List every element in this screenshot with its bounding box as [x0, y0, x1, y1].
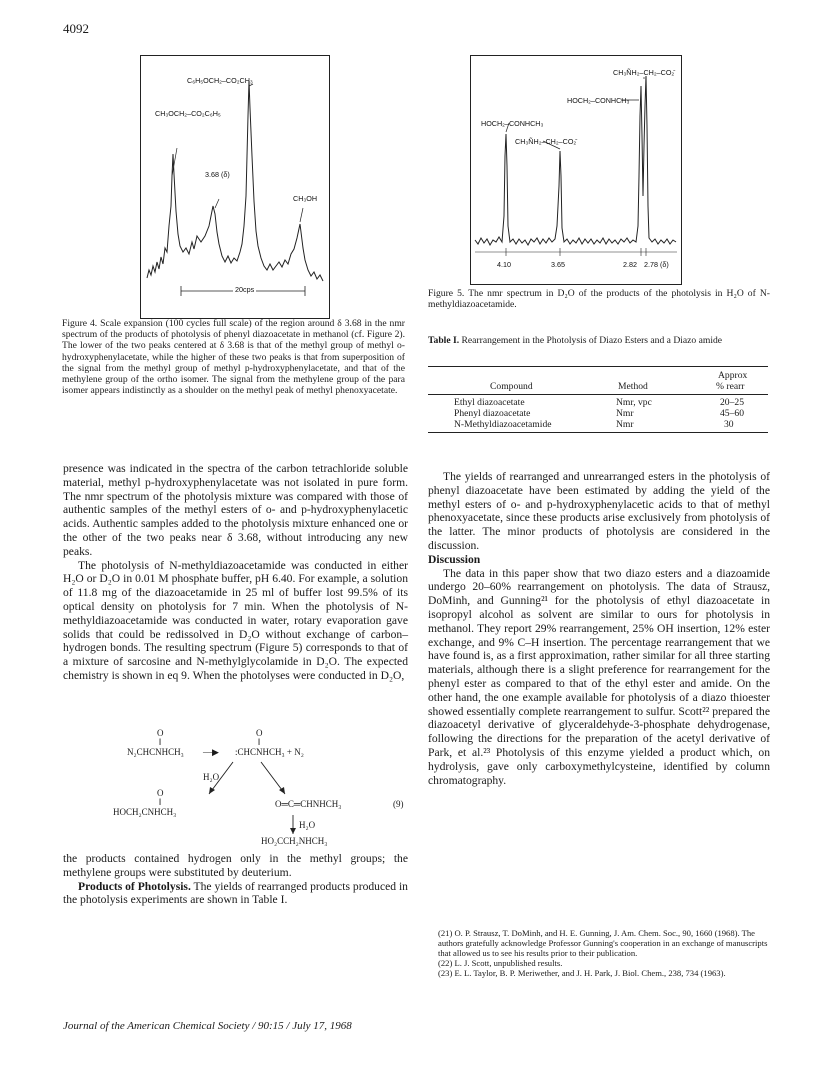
eq-reactant: N₂CHCNHCH₃: [127, 747, 184, 757]
eq-double-bond-3: ‖: [159, 797, 162, 807]
run-in-heading: Products of Photolysis.: [78, 879, 191, 893]
eq-double-bond-1: ‖: [159, 737, 162, 747]
eq-oxygen-1: O: [157, 728, 164, 738]
fig5-xtick-2: 3.65: [551, 260, 565, 269]
fig4-scale-label: 20cps: [235, 285, 255, 294]
fig4-label-top: C₆H₅OCH₂–CO₂CH₃: [187, 76, 253, 85]
table-row: [428, 408, 768, 419]
left-paragraph-2: The photolysis of N-methyldiazoacetamide was conducted in either H₂O or D₂O in 0.01 M phosphate buffer, pH 6.40. For example, a solution of 11.8 mg of the diazoacetamide in 25 ml of buffer lost 99.5% of its optical density on photolysis for 7 min. When the photolysis of N-methyldiazoacetamide was conducted in water, rotary evaporation gave solids that could be redissolved in D₂O without exchange of carbon–hydrogen bonds. The resulting spectrum (Figure 5) corresponds to that of a mixture of sarcosine and N-methylglycolamide in D₂O. The expected chemistry is shown in eq 9. When the photolyses were conducted in D₂O,: [63, 558, 408, 682]
left-paragraph-4: [63, 880, 408, 908]
right-paragraph-1: The yields of rearranged and unrearranged esters in the photolysis of phenyl diazoacetate have been estimated by adding the yield of the methyl esters of o- and p-hydroxyphenylacetic acids to that of methyl phenoxyacetate, since these products arise exclusively from photolysis of the latter. The minor products of photolysis are considered in the discussion.: [428, 470, 770, 552]
figure-4-trace: [141, 56, 329, 318]
fig5-xtick-1: 4.10: [497, 260, 511, 269]
page-number: 4092: [63, 21, 89, 36]
eq-ketene: O═C═CHNHCH₃: [275, 799, 342, 809]
fig5-xtick-3: 2.82: [623, 260, 637, 269]
fig4-label-left: CH₃OCH₂–CO₂C₆H₅: [155, 109, 221, 118]
eq-water-1: H₂O: [203, 772, 220, 782]
table-row: [428, 397, 768, 408]
fig5-label-glycolamide-top: HOCH₂–CONHCH₃: [567, 96, 630, 105]
header-compound: Compound: [490, 381, 533, 392]
eq-arrow: —▶: [203, 747, 219, 757]
references: [428, 928, 770, 978]
cell-method: Nmr: [616, 408, 634, 419]
eq-oxygen-2: O: [256, 728, 263, 738]
left-column: [63, 462, 408, 683]
header-approx: Approx: [718, 370, 748, 381]
cell-compound: Ethyl diazoacetate: [454, 397, 525, 408]
table-header-rule: [428, 394, 768, 395]
right-paragraph-2: The data in this paper show that two diazo esters and a diazoamide undergo 20–60% rearrangement on photolysis. The data of Strausz, DoMinh, and Gunning²¹ for the photolysis of ethyl diazoacetate in isopropyl alcohol as solvent are similar to ours for photolysis in methanol. They report 29% rearrangement, 25% OH insertion, 12% ester exchange, and 9% C–H insertion. The percentage rearrangement that we have found is, as a first approximation, rather similar for all three starting materials, although there is a slight preference for rearrangement for the phenyl ester as compared to that of the ethyl ester and amide. On the other hand, the one example available for photolysis of a diazo thioester showed essentially complete rearrangement to sulfur. Scott²² prepared the diazoacetyl derivative of glyceraldehyde-3-phosphate dehydrogenase, following the directions for the preparation of the acetyl derivative of Park, et al.²³ Photolysis of this enzyme yielded a product which, on hydrolysis, gave only carboxymethylcysteine, identified by column chromatography.: [428, 566, 770, 787]
table-header-row-1: [428, 370, 768, 381]
fig5-label-sarcosine-left: CH₃ÑH₂–CH₂–CO₂̄: [515, 137, 577, 146]
fig4-label-right: CH₃OH: [293, 194, 318, 203]
fig5-label-glycolamide-left: HOCH₂–CONHCH₃: [481, 119, 544, 128]
fig5-xtick-4: 2.78 (δ): [644, 260, 669, 269]
cell-rearr: 45–60: [720, 408, 744, 419]
eq-carbene: :CHCNHCH₃ + N₂: [235, 747, 304, 757]
cell-compound: Phenyl diazoacetate: [454, 408, 531, 419]
figure-4-caption: Figure 4. Scale expansion (100 cycles full scale) of the region around δ 3.68 in the nmr spectrum of the products of photolysis of phenyl diazoacetate in methanol (cf. Figure 2). The lower of the two peaks centered at δ 3.68 is that of the methyl group of methyl o-hydroxyphenylacetate, while the higher of these two peaks is that from superposition of the signal from the methyl group of methyl p-hydroxyphenylacetate, and that of the methylene group of the ortho isomer. The signal from the methylene group of the para isomer appears indistinctly as a shoulder on the methyl peak of methyl phenoxyacetate.: [62, 318, 405, 397]
eq-product-1: HOCH₂CNHCH₃: [113, 807, 177, 817]
eq-number: (9): [393, 799, 404, 809]
table-header-row-2: [428, 381, 768, 392]
table-1-title: [428, 335, 768, 346]
eq-product-2: HO₂CCH₂NHCH₃: [261, 836, 328, 846]
left-paragraph-3: the products contained hydrogen only in the methyl groups; the methylene groups were substituted by deuterium.: [63, 852, 408, 879]
cell-compound: N-Methyldiazoacetamide: [454, 419, 552, 430]
fig4-label-mid: 3.68 (δ): [205, 170, 230, 179]
eq-double-bond-2: ‖: [258, 737, 261, 747]
header-method: Method: [618, 381, 648, 392]
table-row: [428, 419, 768, 430]
journal-footer: Journal of the American Chemical Society / 90:15 / July 17, 1968: [63, 1020, 352, 1032]
fig5-label-sarcosine-top: CH₃ÑH₂–CH₂–CO₂̄: [613, 68, 675, 77]
cell-rearr: 20–25: [720, 397, 744, 408]
figure-5-caption: Figure 5. The nmr spectrum in D₂O of the products of the photolysis in H₂O of N-methyldiazoacetamide.: [428, 288, 770, 311]
table-1-title-text: Rearrangement in the Photolysis of Diazo Esters and a Diazo amide: [459, 335, 723, 346]
equation-9: [63, 728, 408, 846]
discussion-heading: Discussion: [428, 552, 481, 566]
reference-22: (22) L. J. Scott, unpublished results.: [438, 958, 563, 968]
cell-method: Nmr, vpc: [616, 397, 652, 408]
figure-4-spectrum: [140, 55, 330, 319]
table-bottom-rule: [428, 432, 768, 433]
eq-arrows: [63, 728, 408, 846]
table-1-label: Table I.: [428, 335, 460, 346]
header-rearr: % rearr: [716, 381, 745, 392]
left-paragraph-4-text: The yields of rearranged products produced in the photolysis experiments are shown in Table I.: [63, 879, 408, 907]
figure-5-trace: [471, 56, 681, 284]
cell-rearr: 30: [724, 419, 734, 430]
reference-23: (23) E. L. Taylor, B. P. Meriwether, and J. H. Park, J. Biol. Chem., 238, 734 (1963).: [438, 968, 726, 978]
left-paragraph-1: presence was indicated in the spectra of the carbon tetrachloride soluble material, methyl p-hydroxyphenylacetate was not isolated in pure form. The nmr spectrum of the photolysis mixture was compared with those of authentic samples of the methyl esters of o- and p-hydroxyphenylacetic acids. Authentic samples added to the photolysis mixture enhanced one or the other of the two peaks near δ 3.68, without introducing any new peaks.: [63, 462, 408, 558]
figure-5-spectrum: [470, 55, 682, 285]
table-1: [428, 366, 768, 433]
cell-method: Nmr: [616, 419, 634, 430]
reference-21: (21) O. P. Strausz, T. DoMinh, and H. E. Gunning, J. Am. Chem. Soc., 90, 1660 (1968). The authors gratefully acknowledge Professor Gunning's cooperation in an exchange of manuscripts that allowed us to see his results prior to their publication.: [438, 928, 768, 958]
right-column: [428, 470, 770, 787]
left-column-continued: [63, 852, 408, 907]
eq-water-2: H₂O: [299, 820, 316, 830]
eq-oxygen-3: O: [157, 788, 164, 798]
table-top-rule: [428, 366, 768, 367]
